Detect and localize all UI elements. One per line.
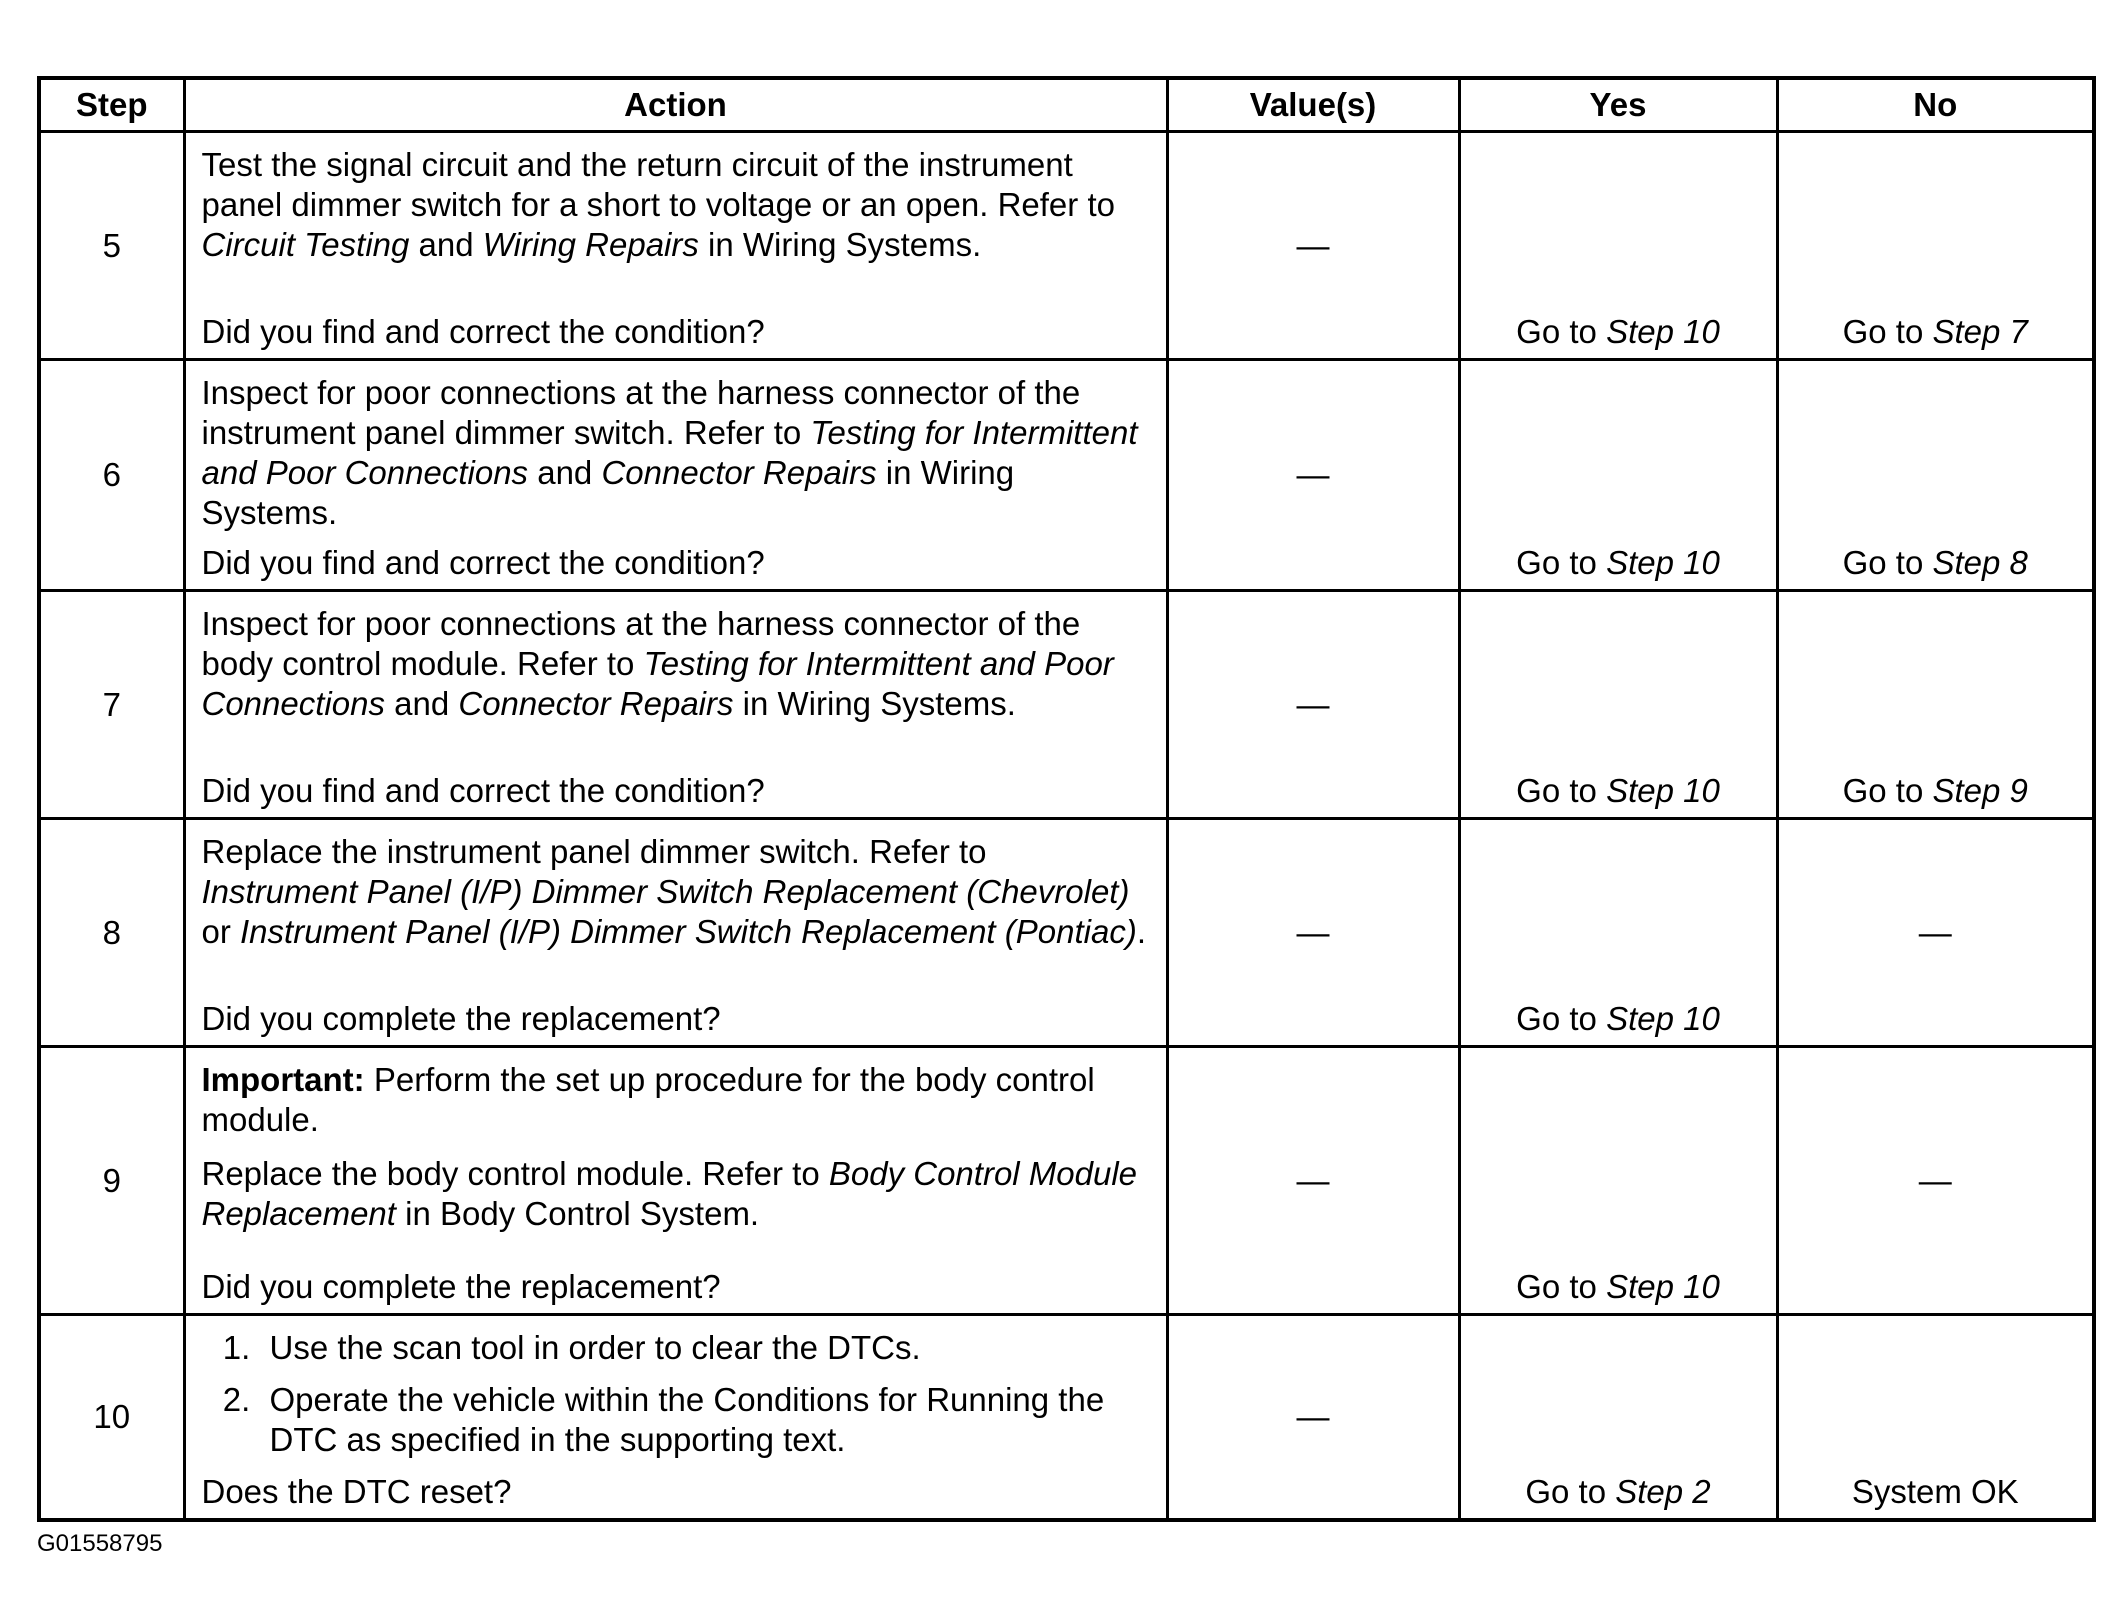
no-step-link: Step 8 (1932, 544, 2028, 581)
header-step: Step (39, 78, 184, 132)
action-cell (184, 1315, 1167, 1521)
action-text: Inspect for poor connections at the harness connector of the instrument panel dimmer switch. Refer to Testing for Intermittent and Poor Connections and Connector Repairs in Wiring Systems. (201, 374, 1138, 531)
no-step-link: Step 7 (1932, 313, 2028, 350)
no-dash: — (1918, 1161, 1952, 1199)
yes-cell: Go to Step 10 (1459, 819, 1777, 1047)
value-cell (1167, 360, 1459, 591)
action-text: Replace the instrument panel dimmer switch. Refer to Instrument Panel (I/P) Dimmer Switch Replacement (Chevrolet) or Instrument Panel (I/P) Dimmer Switch Replacement (Pontiac). (201, 833, 1146, 950)
important-label: Important: (201, 1061, 365, 1098)
step-number: 6 (39, 360, 184, 591)
value-cell (1167, 591, 1459, 819)
header-yes: Yes (1459, 78, 1777, 132)
action-question: Did you complete the replacement? (201, 1268, 721, 1305)
important-note: Important: Perform the set up procedure for the body control module. (201, 1061, 1095, 1138)
action-steps-list (202, 1328, 1150, 1472)
table-row (39, 819, 2094, 1047)
action-text: Inspect for poor connections at the harness connector of the body control module. Refer to Testing for Intermittent and Poor Connections and Connector Repairs in Wiring Systems. (201, 605, 1114, 722)
yes-step-link: Step 10 (1606, 772, 1720, 809)
action-question: Does the DTC reset? (201, 1473, 512, 1510)
list-item: 2. Operate the vehicle within the Conditions for Running the DTC as specified in the supporting text. (260, 1380, 1150, 1460)
yes-step-link: Step 10 (1606, 313, 1720, 350)
value-dash: — (1296, 913, 1330, 951)
action-cell (184, 819, 1167, 1047)
header-action: Action (184, 78, 1167, 132)
table-row (39, 132, 2094, 360)
action-cell (184, 1047, 1167, 1315)
yes-step-link: Step 10 (1606, 544, 1720, 581)
header-values: Value(s) (1167, 78, 1459, 132)
value-dash: — (1296, 1161, 1330, 1199)
value-dash: — (1296, 685, 1330, 723)
value-cell (1167, 132, 1459, 360)
no-cell: Go to Step 9 (1777, 591, 2094, 819)
action-text: Replace the body control module. Refer to Body Control Module Replacement in Body Control System. (201, 1155, 1138, 1232)
yes-cell: Go to Step 10 (1459, 132, 1777, 360)
no-cell: Go to Step 8 (1777, 360, 2094, 591)
table-row (39, 1047, 2094, 1315)
step-number: 10 (39, 1315, 184, 1521)
table-row (39, 591, 2094, 819)
diagnostic-table (37, 76, 2096, 1522)
step-number: 7 (39, 591, 184, 819)
value-cell (1167, 819, 1459, 1047)
header-no: No (1777, 78, 2094, 132)
action-cell (184, 132, 1167, 360)
header-row (39, 78, 2094, 132)
action-cell (184, 360, 1167, 591)
no-cell: Go to Step 7 (1777, 132, 2094, 360)
yes-cell: Go to Step 10 (1459, 1047, 1777, 1315)
no-cell (1777, 819, 2094, 1047)
action-question: Did you complete the replacement? (201, 1000, 721, 1037)
yes-step-link: Step 10 (1606, 1000, 1720, 1037)
yes-cell: Go to Step 2 (1459, 1315, 1777, 1521)
step-number: 9 (39, 1047, 184, 1315)
action-cell (184, 591, 1167, 819)
value-cell (1167, 1315, 1459, 1521)
figure-id: G01558795 (37, 1530, 163, 1557)
step-number: 5 (39, 132, 184, 360)
list-item: 1. Use the scan tool in order to clear the DTCs. (260, 1328, 1150, 1368)
yes-cell: Go to Step 10 (1459, 360, 1777, 591)
step-number: 8 (39, 819, 184, 1047)
no-cell (1777, 1315, 2094, 1521)
yes-cell: Go to Step 10 (1459, 591, 1777, 819)
no-dash: — (1918, 913, 1952, 951)
action-question: Did you find and correct the condition? (201, 313, 765, 350)
action-question: Did you find and correct the condition? (201, 544, 765, 581)
value-cell (1167, 1047, 1459, 1315)
action-question: Did you find and correct the condition? (201, 772, 765, 809)
action-text: Test the signal circuit and the return circuit of the instrument panel dimmer switch for a short to voltage or an open. Refer to Circuit Testing and Wiring Repairs in Wiring Systems. (201, 146, 1115, 263)
value-dash: — (1296, 456, 1330, 493)
no-result-text: System OK (1851, 1473, 2019, 1510)
value-dash: — (1296, 1398, 1330, 1435)
yes-step-link: Step 2 (1615, 1473, 1711, 1510)
yes-step-link: Step 10 (1606, 1268, 1720, 1305)
no-cell (1777, 1047, 2094, 1315)
table-row (39, 360, 2094, 591)
no-step-link: Step 9 (1932, 772, 2028, 809)
value-dash: — (1296, 226, 1330, 264)
table-row (39, 1315, 2094, 1521)
